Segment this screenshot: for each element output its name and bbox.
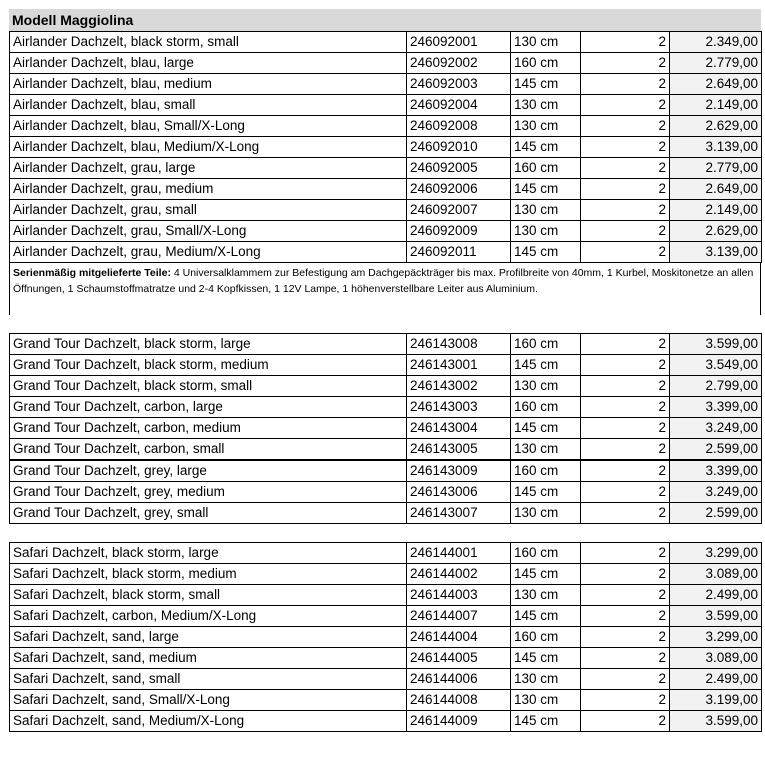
price-cell[interactable]: 3.399,00 — [670, 460, 762, 482]
product-name-cell[interactable]: Safari Dachzelt, sand, large — [10, 627, 407, 648]
price-cell[interactable]: 3.089,00 — [670, 648, 762, 669]
quantity-cell[interactable]: 2 — [581, 482, 670, 503]
product-table — [9, 333, 762, 524]
size-cell[interactable]: 145 cm — [511, 564, 581, 585]
size-cell[interactable]: 160 cm — [511, 158, 581, 179]
size-cell[interactable]: 130 cm — [511, 95, 581, 116]
product-name-cell[interactable]: Grand Tour Dachzelt, carbon, medium — [10, 418, 407, 439]
quantity-cell[interactable]: 2 — [581, 200, 670, 221]
size-cell[interactable]: 145 cm — [511, 242, 581, 263]
article-number-cell[interactable]: 246092009 — [407, 221, 511, 242]
table-row — [10, 503, 762, 524]
size-cell[interactable]: 130 cm — [511, 221, 581, 242]
article-number-cell[interactable]: 246092005 — [407, 158, 511, 179]
article-number-cell[interactable]: 246143008 — [407, 334, 511, 355]
price-cell[interactable]: 2.499,00 — [670, 669, 762, 690]
article-number-cell[interactable]: 246092003 — [407, 74, 511, 95]
table-row — [10, 355, 762, 376]
price-cell[interactable]: 2.599,00 — [670, 503, 762, 524]
price-cell[interactable]: 3.599,00 — [670, 334, 762, 355]
article-number-cell[interactable]: 246143001 — [407, 355, 511, 376]
article-number-cell[interactable]: 246144002 — [407, 564, 511, 585]
quantity-cell[interactable]: 2 — [581, 460, 670, 482]
size-cell[interactable]: 160 cm — [511, 397, 581, 418]
table-row — [10, 242, 762, 263]
size-cell[interactable]: 145 cm — [511, 482, 581, 503]
table-row — [10, 200, 762, 221]
size-cell[interactable]: 130 cm — [511, 503, 581, 524]
quantity-cell[interactable]: 2 — [581, 669, 670, 690]
size-cell[interactable]: 145 cm — [511, 137, 581, 158]
size-cell[interactable]: 145 cm — [511, 179, 581, 200]
group-spacer — [9, 315, 761, 333]
note-label: Serienmäßig mitgelieferte Teile: — [13, 267, 171, 279]
article-number-cell[interactable]: 246092004 — [407, 95, 511, 116]
product-name-cell[interactable]: Safari Dachzelt, sand, small — [10, 669, 407, 690]
price-cell[interactable]: 2.629,00 — [670, 221, 762, 242]
table-row — [10, 95, 762, 116]
table-row — [10, 32, 762, 53]
article-number-cell[interactable]: 246144001 — [407, 543, 511, 564]
product-name-cell[interactable]: Safari Dachzelt, black storm, medium — [10, 564, 407, 585]
quantity-cell[interactable]: 2 — [581, 564, 670, 585]
size-cell[interactable]: 130 cm — [511, 585, 581, 606]
table-row — [10, 158, 762, 179]
table-row — [10, 53, 762, 74]
quantity-cell[interactable]: 2 — [581, 334, 670, 355]
price-cell[interactable]: 3.299,00 — [670, 627, 762, 648]
size-cell[interactable]: 130 cm — [511, 376, 581, 397]
table-row — [10, 690, 762, 711]
article-number-cell[interactable]: 246092011 — [407, 242, 511, 263]
size-cell[interactable]: 145 cm — [511, 355, 581, 376]
quantity-cell[interactable]: 2 — [581, 221, 670, 242]
price-cell[interactable]: 2.629,00 — [670, 116, 762, 137]
price-cell[interactable]: 3.399,00 — [670, 397, 762, 418]
spreadsheet — [9, 9, 761, 732]
product-name-cell[interactable]: Airlander Dachzelt, blau, Medium/X-Long — [10, 137, 407, 158]
sheet-title: Modell Maggiolina — [9, 9, 761, 31]
size-cell[interactable]: 160 cm — [511, 460, 581, 482]
product-name-cell[interactable]: Airlander Dachzelt, grau, medium — [10, 179, 407, 200]
price-cell[interactable]: 2.599,00 — [670, 439, 762, 461]
note-text: 4 Universalklammem zur Befestigung am Dachgepäckträger bis max. Profilbreite von 40mm, 1 Kurbel, Moskitonetze an allen Öffnungen, 1 Schaumstoffmatratze und 2-4 Kopfkissen, 1 12V Lampe, 1 höhenverstellbare Leiter aus Aluminium. — [13, 267, 754, 295]
article-number-cell[interactable]: 246144008 — [407, 690, 511, 711]
article-number-cell[interactable]: 246092006 — [407, 179, 511, 200]
quantity-cell[interactable]: 2 — [581, 397, 670, 418]
product-name-cell[interactable]: Airlander Dachzelt, black storm, small — [10, 32, 407, 53]
table-row — [10, 543, 762, 564]
size-cell[interactable]: 160 cm — [511, 627, 581, 648]
product-groups — [9, 31, 761, 732]
quantity-cell[interactable]: 2 — [581, 242, 670, 263]
quantity-cell[interactable]: 2 — [581, 711, 670, 732]
quantity-cell[interactable]: 2 — [581, 355, 670, 376]
product-name-cell[interactable]: Grand Tour Dachzelt, black storm, small — [10, 376, 407, 397]
price-cell[interactable]: 3.599,00 — [670, 711, 762, 732]
price-cell[interactable]: 3.139,00 — [670, 137, 762, 158]
product-name-cell[interactable]: Safari Dachzelt, sand, Small/X-Long — [10, 690, 407, 711]
price-cell[interactable]: 2.349,00 — [670, 32, 762, 53]
quantity-cell[interactable]: 2 — [581, 179, 670, 200]
size-cell[interactable]: 160 cm — [511, 543, 581, 564]
quantity-cell[interactable]: 2 — [581, 439, 670, 461]
product-name-cell[interactable]: Grand Tour Dachzelt, grey, large — [10, 460, 407, 482]
product-name-cell[interactable]: Safari Dachzelt, carbon, Medium/X-Long — [10, 606, 407, 627]
product-name-cell[interactable]: Airlander Dachzelt, grau, Small/X-Long — [10, 221, 407, 242]
size-cell[interactable]: 145 cm — [511, 648, 581, 669]
size-cell[interactable]: 145 cm — [511, 74, 581, 95]
price-cell[interactable]: 2.149,00 — [670, 200, 762, 221]
product-name-cell[interactable]: Airlander Dachzelt, grau, Medium/X-Long — [10, 242, 407, 263]
table-row — [10, 669, 762, 690]
quantity-cell[interactable]: 2 — [581, 116, 670, 137]
size-cell[interactable]: 130 cm — [511, 200, 581, 221]
table-row — [10, 460, 762, 482]
table-row — [10, 74, 762, 95]
product-name-cell[interactable]: Airlander Dachzelt, blau, medium — [10, 74, 407, 95]
product-name-cell[interactable]: Safari Dachzelt, black storm, large — [10, 543, 407, 564]
table-row — [10, 564, 762, 585]
size-cell[interactable]: 130 cm — [511, 439, 581, 461]
quantity-cell[interactable]: 2 — [581, 32, 670, 53]
quantity-cell[interactable]: 2 — [581, 137, 670, 158]
table-row — [10, 606, 762, 627]
table-row — [10, 482, 762, 503]
table-row — [10, 648, 762, 669]
group-spacer — [9, 524, 761, 542]
quantity-cell[interactable]: 2 — [581, 503, 670, 524]
quantity-cell[interactable]: 2 — [581, 690, 670, 711]
price-cell[interactable]: 2.779,00 — [670, 53, 762, 74]
size-cell[interactable]: 160 cm — [511, 53, 581, 74]
quantity-cell[interactable]: 2 — [581, 585, 670, 606]
article-number-cell[interactable]: 246092007 — [407, 200, 511, 221]
size-cell[interactable]: 130 cm — [511, 32, 581, 53]
product-name-cell[interactable]: Grand Tour Dachzelt, carbon, large — [10, 397, 407, 418]
article-number-cell[interactable]: 246092010 — [407, 137, 511, 158]
quantity-cell[interactable]: 2 — [581, 648, 670, 669]
product-name-cell[interactable]: Airlander Dachzelt, grau, small — [10, 200, 407, 221]
size-cell[interactable]: 130 cm — [511, 669, 581, 690]
price-cell[interactable]: 2.649,00 — [670, 74, 762, 95]
quantity-cell[interactable]: 2 — [581, 53, 670, 74]
price-cell[interactable]: 2.799,00 — [670, 376, 762, 397]
product-table — [9, 542, 762, 732]
product-name-cell[interactable]: Grand Tour Dachzelt, grey, medium — [10, 482, 407, 503]
price-cell[interactable]: 3.089,00 — [670, 564, 762, 585]
product-name-cell[interactable]: Airlander Dachzelt, blau, Small/X-Long — [10, 116, 407, 137]
article-number-cell[interactable]: 246144004 — [407, 627, 511, 648]
article-number-cell[interactable]: 246143007 — [407, 503, 511, 524]
price-cell[interactable]: 2.149,00 — [670, 95, 762, 116]
price-cell[interactable]: 3.139,00 — [670, 242, 762, 263]
article-number-cell[interactable]: 246144009 — [407, 711, 511, 732]
table-row — [10, 585, 762, 606]
product-name-cell[interactable]: Safari Dachzelt, black storm, small — [10, 585, 407, 606]
price-cell[interactable]: 3.599,00 — [670, 606, 762, 627]
included-parts-note — [9, 263, 761, 315]
product-name-cell[interactable]: Grand Tour Dachzelt, black storm, large — [10, 334, 407, 355]
article-number-cell[interactable]: 246143006 — [407, 482, 511, 503]
quantity-cell[interactable]: 2 — [581, 606, 670, 627]
product-name-cell[interactable]: Safari Dachzelt, sand, Medium/X-Long — [10, 711, 407, 732]
article-number-cell[interactable]: 246092008 — [407, 116, 511, 137]
price-cell[interactable]: 2.649,00 — [670, 179, 762, 200]
table-row — [10, 179, 762, 200]
product-name-cell[interactable]: Airlander Dachzelt, blau, small — [10, 95, 407, 116]
product-table — [9, 31, 762, 263]
table-row — [10, 627, 762, 648]
quantity-cell[interactable]: 2 — [581, 418, 670, 439]
article-number-cell[interactable]: 246144005 — [407, 648, 511, 669]
quantity-cell[interactable]: 2 — [581, 543, 670, 564]
article-number-cell[interactable]: 246143004 — [407, 418, 511, 439]
size-cell[interactable]: 130 cm — [511, 116, 581, 137]
price-cell[interactable]: 3.299,00 — [670, 543, 762, 564]
price-cell[interactable]: 2.499,00 — [670, 585, 762, 606]
article-number-cell[interactable]: 246144006 — [407, 669, 511, 690]
price-cell[interactable]: 3.199,00 — [670, 690, 762, 711]
product-name-cell[interactable]: Safari Dachzelt, sand, medium — [10, 648, 407, 669]
size-cell[interactable]: 130 cm — [511, 690, 581, 711]
table-row — [10, 334, 762, 355]
size-cell[interactable]: 145 cm — [511, 606, 581, 627]
article-number-cell[interactable]: 246143005 — [407, 439, 511, 461]
size-cell[interactable]: 145 cm — [511, 711, 581, 732]
quantity-cell[interactable]: 2 — [581, 376, 670, 397]
table-row — [10, 116, 762, 137]
product-name-cell[interactable]: Grand Tour Dachzelt, grey, small — [10, 503, 407, 524]
size-cell[interactable]: 160 cm — [511, 334, 581, 355]
table-row — [10, 137, 762, 158]
table-row — [10, 439, 762, 461]
table-row — [10, 376, 762, 397]
article-number-cell[interactable]: 246143003 — [407, 397, 511, 418]
article-number-cell[interactable]: 246143002 — [407, 376, 511, 397]
table-row — [10, 397, 762, 418]
quantity-cell[interactable]: 2 — [581, 95, 670, 116]
article-number-cell[interactable]: 246092002 — [407, 53, 511, 74]
product-name-cell[interactable]: Airlander Dachzelt, blau, large — [10, 53, 407, 74]
table-row — [10, 711, 762, 732]
price-cell[interactable]: 3.249,00 — [670, 482, 762, 503]
article-number-cell[interactable]: 246092001 — [407, 32, 511, 53]
quantity-cell[interactable]: 2 — [581, 158, 670, 179]
price-cell[interactable]: 2.779,00 — [670, 158, 762, 179]
table-row — [10, 221, 762, 242]
article-number-cell[interactable]: 246144007 — [407, 606, 511, 627]
quantity-cell[interactable]: 2 — [581, 74, 670, 95]
article-number-cell[interactable]: 246143009 — [407, 460, 511, 482]
product-name-cell[interactable]: Grand Tour Dachzelt, carbon, small — [10, 439, 407, 461]
price-cell[interactable]: 3.249,00 — [670, 418, 762, 439]
table-row — [10, 418, 762, 439]
quantity-cell[interactable]: 2 — [581, 627, 670, 648]
price-cell[interactable]: 3.549,00 — [670, 355, 762, 376]
size-cell[interactable]: 145 cm — [511, 418, 581, 439]
product-name-cell[interactable]: Airlander Dachzelt, grau, large — [10, 158, 407, 179]
product-name-cell[interactable]: Grand Tour Dachzelt, black storm, medium — [10, 355, 407, 376]
article-number-cell[interactable]: 246144003 — [407, 585, 511, 606]
